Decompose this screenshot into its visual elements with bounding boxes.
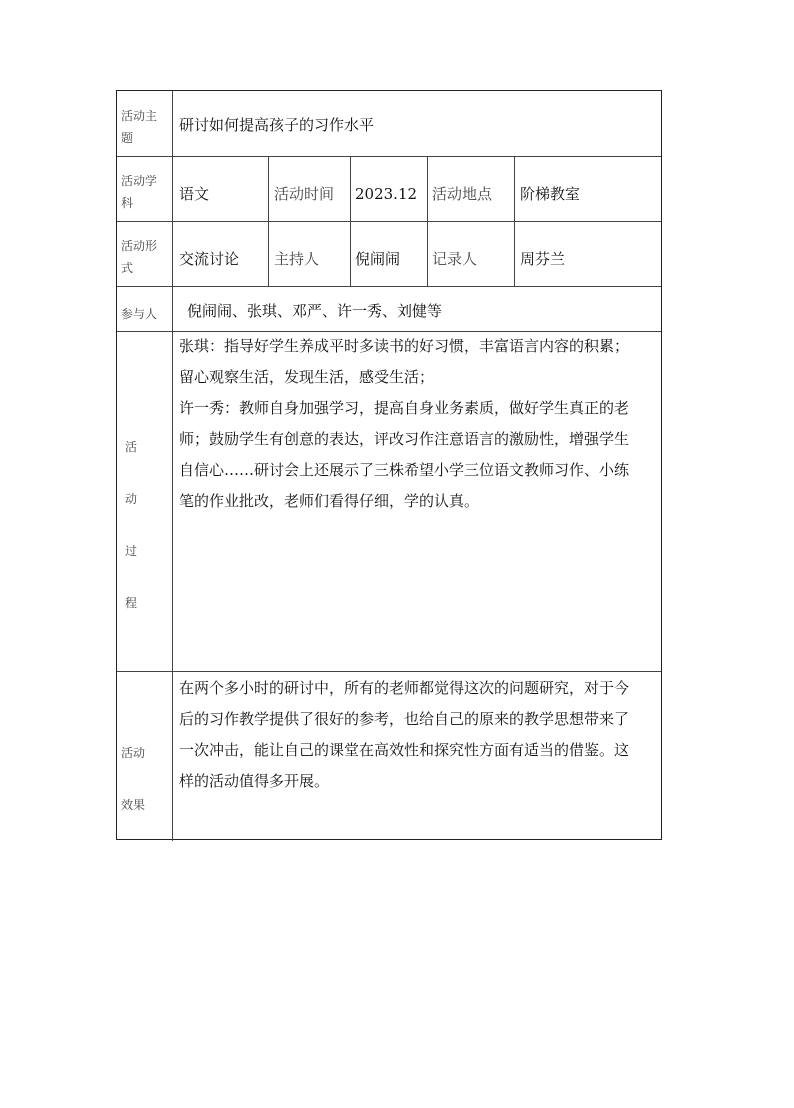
label-line: 题 bbox=[121, 131, 134, 145]
label-line: 效果 bbox=[121, 798, 146, 812]
theme-value: 研讨如何提高孩子的习作水平 bbox=[179, 116, 375, 134]
col-divider bbox=[514, 156, 515, 286]
place-value: 阶梯教室 bbox=[520, 185, 581, 203]
row-divider bbox=[117, 286, 661, 287]
subject-value: 语文 bbox=[179, 185, 210, 203]
process-line: 许一秀：教师自身加强学习，提高自身业务素质，做好学生真正的老 bbox=[179, 399, 630, 417]
recorder-label: 记录人 bbox=[432, 250, 478, 268]
label-line: 程 bbox=[125, 596, 138, 610]
label-line: 动 bbox=[125, 492, 138, 506]
effect-label bbox=[121, 727, 145, 831]
process-line: 师；鼓励学生有创意的表达，评改习作注意语言的激励性，增强学生 bbox=[179, 430, 630, 448]
label-line: 科 bbox=[121, 196, 134, 210]
place-label: 活动地点 bbox=[432, 185, 493, 203]
theme-label bbox=[121, 105, 157, 149]
col-divider bbox=[427, 156, 428, 286]
col-divider bbox=[268, 156, 269, 286]
label-line: 活 bbox=[125, 440, 138, 454]
subject-label bbox=[121, 170, 157, 214]
effect-content bbox=[179, 673, 659, 797]
label-line: 活动 bbox=[121, 746, 146, 760]
activity-record-table bbox=[116, 90, 662, 840]
col-divider bbox=[172, 91, 173, 841]
form-value: 交流讨论 bbox=[179, 250, 240, 268]
label-line: 活动主 bbox=[121, 109, 158, 123]
host-value: 倪闹闹 bbox=[355, 250, 401, 268]
col-divider bbox=[350, 156, 351, 286]
process-label bbox=[125, 421, 137, 629]
row-divider bbox=[117, 221, 661, 222]
process-line: 张琪：指导好学生养成平时多读书的好习惯，丰富语言内容的积累； bbox=[179, 337, 630, 355]
recorder-value: 周芬兰 bbox=[520, 250, 566, 268]
label-line: 式 bbox=[121, 261, 134, 275]
process-line: 留心观察生活，发现生活，感受生活； bbox=[179, 368, 435, 386]
effect-line: 在两个多小时的研讨中，所有的老师都觉得这次的问题研究，对于今 bbox=[179, 679, 630, 697]
time-value: 2023.12 bbox=[355, 185, 418, 203]
row-divider bbox=[117, 156, 661, 157]
label-line: 活动形 bbox=[121, 239, 158, 253]
form-label bbox=[121, 235, 157, 279]
participants-value: 倪闹闹、张琪、邓严、许一秀、刘健等 bbox=[187, 302, 443, 320]
process-content bbox=[179, 331, 659, 517]
process-line: 笔的作业批改，老师们看得仔细，学的认真。 bbox=[179, 492, 480, 510]
effect-line: 一次冲击，能让自己的课堂在高效性和探究性方面有适当的借鉴。这 bbox=[179, 741, 630, 759]
effect-line: 样的活动值得多开展。 bbox=[179, 772, 330, 790]
row-divider bbox=[117, 671, 661, 672]
label-line: 过 bbox=[125, 544, 138, 558]
process-line: 自信心……研讨会上还展示了三株希望小学三位语文教师习作、小练 bbox=[179, 461, 630, 479]
label-line: 活动学 bbox=[121, 174, 158, 188]
time-label: 活动时间 bbox=[274, 185, 335, 203]
participants-label: 参与人 bbox=[121, 307, 158, 321]
host-label: 主持人 bbox=[274, 250, 320, 268]
effect-line: 后的习作教学提供了很好的参考，也给自己的原来的教学思想带来了 bbox=[179, 710, 630, 728]
